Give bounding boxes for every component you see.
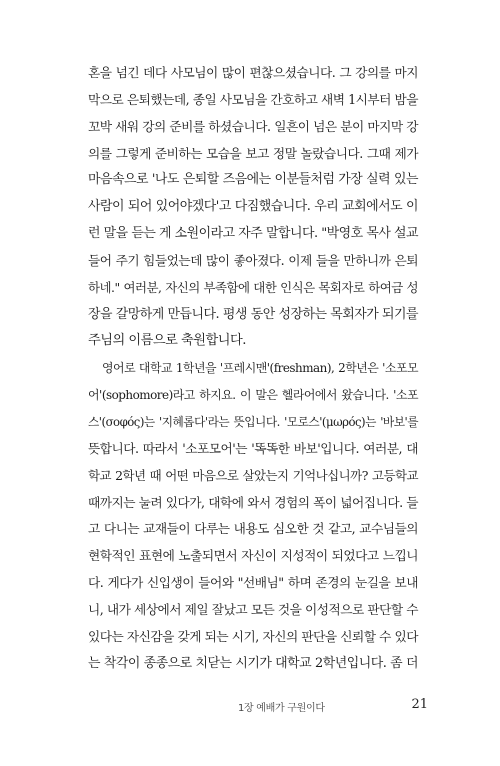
text-line: 마음속으로 '나도 은퇴할 즈음에는 이분들처럼 가장 실력 있는	[88, 172, 418, 188]
text-line: 학교 2학년 때 어떤 마음으로 살았는지 기억나십니까? 고등학교	[88, 467, 418, 483]
text-line: 하네." 여러분, 자신의 부족함에 대한 인식은 목회자로 하여금 성	[88, 279, 418, 295]
text-line: 스'(σοφός)는 '지혜롭다'라는 뜻입니다. '모로스'(μωρός)는 '바보'를	[88, 414, 418, 429]
page-number: 21	[411, 697, 428, 712]
running-title: 1장 예배가 구원이다	[238, 703, 325, 714]
text-line: 니, 내가 세상에서 제일 잘났고 모든 것을 이성적으로 판단할 수	[88, 601, 418, 617]
text-line: 고 다니는 교재들이 다루는 내용도 심오한 것 같고, 교수님들의	[88, 521, 418, 537]
paragraph-2	[88, 355, 418, 677]
text-line: 는 착각이 종종으로 치닫는 시기가 대학교 2학년입니다. 좀 더	[88, 655, 418, 671]
text-line: 있다는 자신감을 갖게 되는 시기, 자신의 판단을 신뢰할 수 있다	[88, 628, 418, 644]
text-line: 장을 갈망하게 만듭니다. 평생 동안 성장하는 목회자가 되기를	[88, 306, 418, 322]
text-line: 뜻합니다. 따라서 '소포모어'는 '똑똑한 바보'입니다. 여러분, 대	[88, 440, 418, 456]
text-line: 들어 주기 힘들었는데 많이 좋아졌다. 이제 들을 만하니까 은퇴	[88, 252, 418, 268]
text-line: 다. 게다가 신입생이 들어와 "선배님" 하며 존경의 눈길을 보내	[88, 575, 418, 591]
page-footer	[0, 697, 500, 717]
paragraph-1	[88, 60, 418, 355]
body-text	[88, 60, 418, 677]
text-line: 영어로 대학교 1학년을 '프레시맨'(freshman), 2학년은 '소포모	[102, 361, 418, 376]
text-line: 혼을 넘긴 데다 사모님이 많이 편찮으셨습니다. 그 강의를 마지	[88, 65, 418, 80]
text-line: 주님의 이름으로 축원합니다.	[88, 333, 246, 349]
text-line: 의를 그렇게 준비하는 모습을 보고 정말 놀랐습니다. 그때 제가	[88, 145, 418, 161]
text-line: 런 말을 듣는 게 소원이라고 자주 말합니다. "박영호 목사 설교	[88, 226, 418, 242]
text-line: 사람이 되어 있어야겠다'고 다짐했습니다. 우리 교회에서도 이	[88, 199, 418, 215]
text-line: 꼬박 새워 강의 준비를 하셨습니다. 일흔이 넘은 분이 마지막 강	[88, 118, 418, 134]
text-line: 어'(sophomore)라고 하지요. 이 말은 헬라어에서 왔습니다. '소포	[88, 388, 418, 403]
text-line: 막으로 은퇴했는데, 종일 사모님을 간호하고 새벽 1시부터 밤을	[88, 91, 418, 107]
text-line: 때까지는 눌려 있다가, 대학에 와서 경험의 폭이 넓어집니다. 들	[88, 494, 418, 510]
text-line: 현학적인 표현에 노출되면서 자신이 지성적이 되었다고 느낍니	[88, 548, 418, 564]
